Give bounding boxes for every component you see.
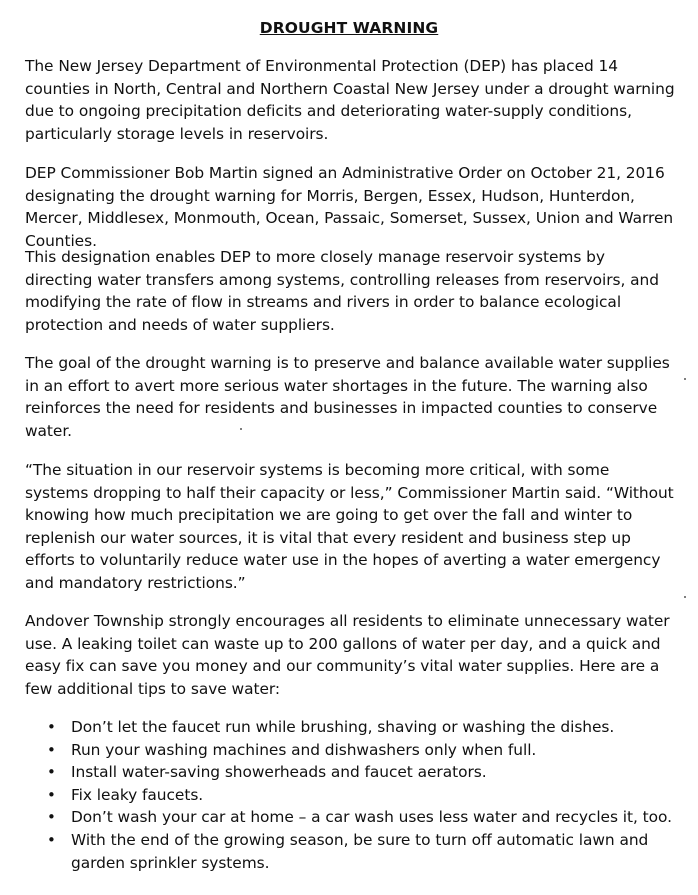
paragraph-township-encouragement: Andover Township strongly encourages all residents to eliminate unnecessary water use. A leaking toilet can waste up to 200 gallons of water per day, and a quick and easy fix can save you money and our community’s vital water supplies. Here are a few additional tips to save water: <box>25 612 670 698</box>
paragraph-administrative-order: DEP Commissioner Bob Martin signed an Administrative Order on October 21, 2016 designating the drought warning for Morris, Bergen, Essex, Hudson, Hunterdon, Mercer, Middlesex, Monmouth, Ocean, Passaic, Somerset, Sussex, Union and Warren Counties. <box>25 164 674 250</box>
bullet-icon: • <box>47 785 56 804</box>
tip-text: Don’t wash your car at home – a car wash uses less water and recycles it, too. <box>71 808 672 827</box>
paragraph-warning-goal: The goal of the drought warning is to preserve and balance available water supplies in an effort to avert more serious water shortages in the future. The warning also reinforces the need for residents and businesses in impacted counties to conserve water. <box>25 354 670 440</box>
scan-speck <box>240 428 242 430</box>
list-item <box>25 739 675 762</box>
tip-text: Don’t let the faucet run while brushing, shaving or washing the dishes. <box>71 718 615 736</box>
tip-text: Run your washing machines and dishwashers only when full. <box>71 740 537 759</box>
paragraph-designation-powers: This designation enables DEP to more closely manage reservoir systems by directing water transfers among systems, controlling releases from reservoirs, and modifying the rate of flow in streams and rivers in order to balance ecological protection and needs of water suppliers. <box>25 248 659 334</box>
scan-speck <box>684 596 686 598</box>
list-item <box>25 829 675 874</box>
list-item <box>25 761 675 784</box>
bullet-icon: • <box>47 740 56 759</box>
paragraph-commissioner-quote: “The situation in our reservoir systems is becoming more critical, with some systems dropping to half their capacity or less,” Commissioner Martin said. “Without knowing how much precipitation we are going to get over the fall and winter to replenish our water sources, it is vital that every resident and business step up efforts to voluntarily reduce water use in the hopes of averting a water emergency and mandatory restrictions.” <box>25 461 674 592</box>
document-title: DROUGHT WARNING <box>259 19 439 37</box>
tip-text: Install water-saving showerheads and faucet aerators. <box>71 763 487 782</box>
tip-text: Fix leaky faucets. <box>71 785 204 804</box>
bullet-icon: • <box>47 808 56 827</box>
tip-text: With the end of the growing season, be sure to turn off automatic lawn and garden sprinkler systems. <box>71 830 649 872</box>
bullet-icon: • <box>47 763 56 782</box>
bullet-icon: • <box>47 718 56 736</box>
list-item <box>25 716 675 739</box>
bullet-icon: • <box>47 830 56 849</box>
scan-speck <box>684 378 686 380</box>
list-item <box>25 806 675 829</box>
water-saving-tips-list <box>25 716 675 874</box>
list-item <box>25 784 675 807</box>
paragraph-drought-placement: The New Jersey Department of Environmental Protection (DEP) has placed 14 counties in North, Central and Northern Coastal New Jersey under a drought warning due to ongoing precipitation deficits and deteriorating water-supply conditions, particularly storage levels in reservoirs. <box>25 57 675 143</box>
